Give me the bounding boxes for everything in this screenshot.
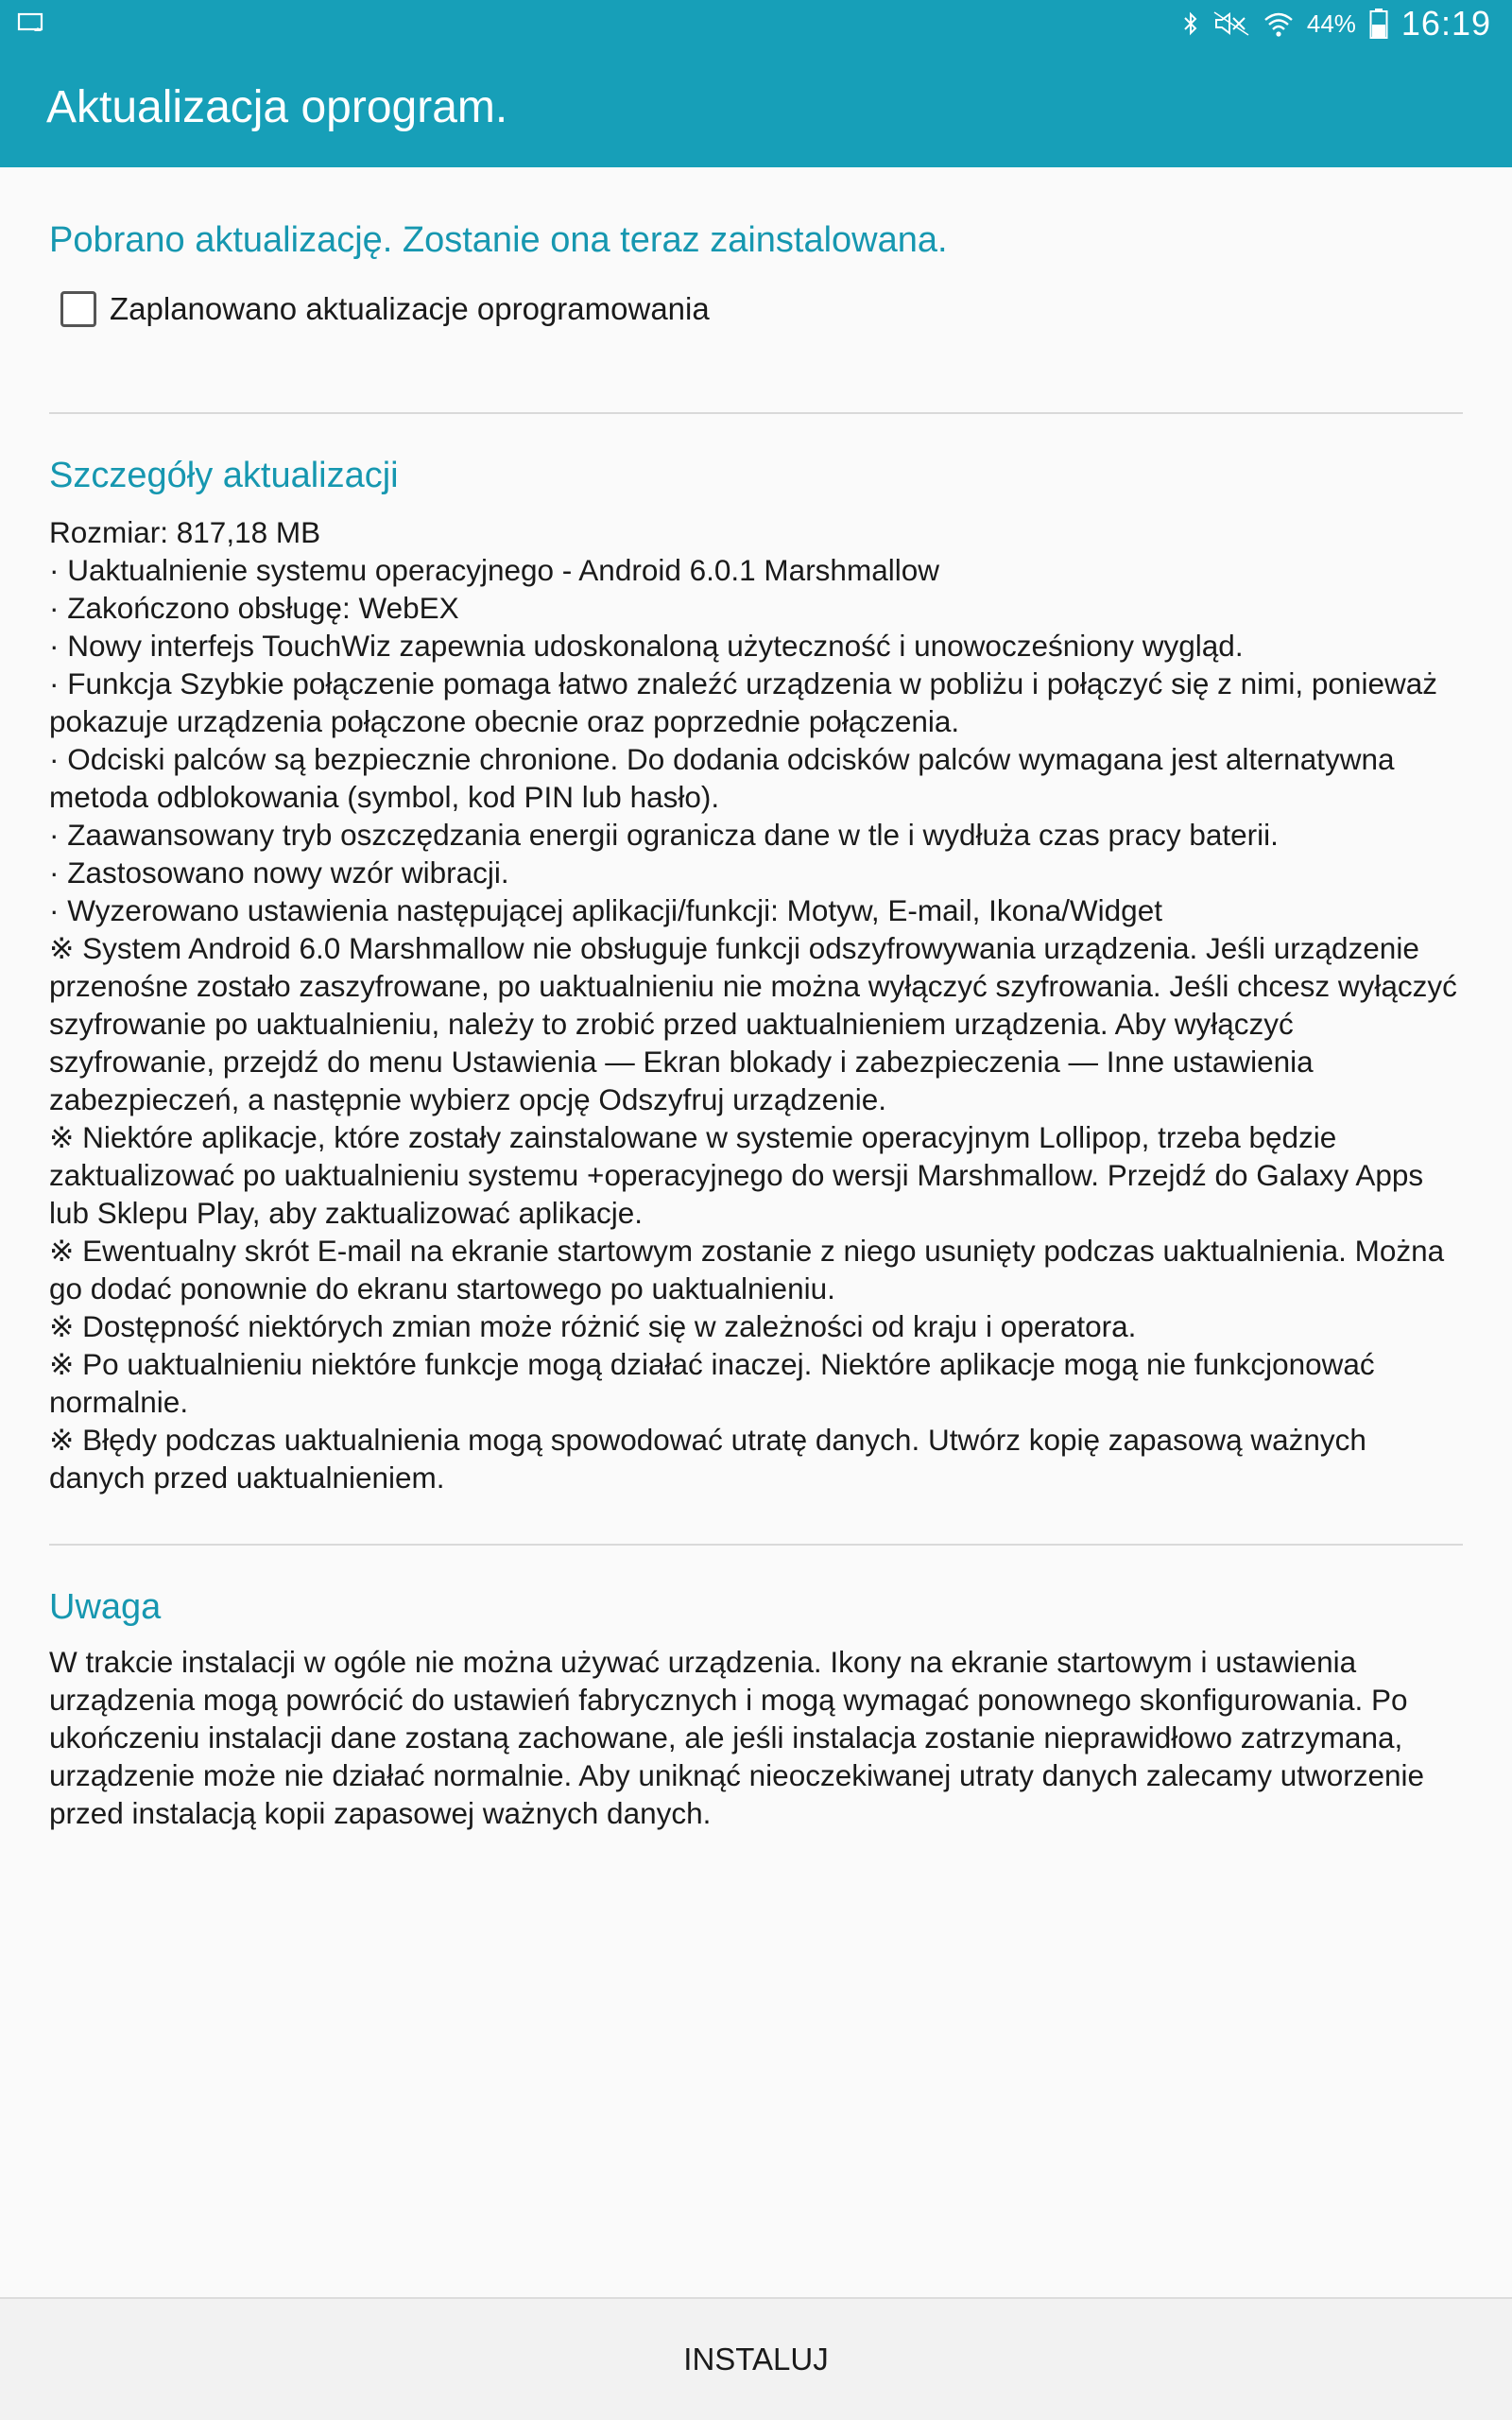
- details-line: · Odciski palców są bezpiecznie chronione. Do dodania odcisków palców wymagana jest alternatywna metoda odblokowania (symbol, kod PIN lub hasło).: [49, 742, 1403, 814]
- note-title: Uwaga: [49, 1587, 162, 1627]
- details-line: ※ Błędy podczas uaktualnienia mogą spowodować utratę danych. Utwórz kopię zapasową ważnych danych przed uaktualnieniem.: [49, 1423, 1375, 1495]
- details-title: Szczegóły aktualizacji: [49, 456, 399, 495]
- details-line: · Nowy interfejs TouchWiz zapewnia udoskonaloną użyteczność i unowocześniony wygląd.: [49, 629, 1244, 663]
- cast-screen-icon: [17, 12, 45, 35]
- details-line: · Uaktualnienie systemu operacyjnego - Android 6.0.1 Marshmallow: [49, 553, 939, 587]
- details-line: ※ Niektóre aplikacje, które zostały zainstalowane w systemie operacyjnym Lollipop, trzeba będzie zaktualizować po uaktualnieniu systemu +operacyjnego do wersji Marshmallow. Przejdź do Galaxy Apps lub Sklepu Play, aby zaktualizować aplikacje.: [49, 1120, 1432, 1230]
- divider: [49, 1544, 1463, 1546]
- clock: 16:19: [1400, 4, 1491, 43]
- install-button[interactable]: INSTALUJ: [627, 2323, 885, 2396]
- wifi-icon: [1263, 10, 1294, 37]
- battery-percent: 44%: [1306, 9, 1356, 38]
- details-line: · Wyzerowano ustawienia następującej aplikacji/funkcji: Motyw, E-mail, Ikona/Widget: [49, 893, 1162, 927]
- scheduled-update-label[interactable]: Zaplanowano aktualizacje oprogramowania: [110, 291, 710, 326]
- details-line: · Zastosowano nowy wzór wibracji.: [49, 856, 509, 890]
- app-bar: [0, 47, 1512, 167]
- details-line: Rozmiar: 817,18 MB: [49, 515, 321, 549]
- details-line: ※ Po uaktualnieniu niektóre funkcje mogą działać inaczej. Niektóre aplikacje mogą nie funkcjonować normalnie.: [49, 1347, 1383, 1419]
- scheduled-update-checkbox[interactable]: [60, 291, 96, 327]
- page-title: Aktualizacja oprogram.: [46, 82, 508, 132]
- battery-icon: [1369, 8, 1388, 40]
- bluetooth-icon: [1182, 10, 1199, 37]
- divider: [49, 412, 1463, 414]
- details-line: ※ Dostępność niektórych zmian może różnić się w zależności od kraju i operatora.: [49, 1309, 1137, 1343]
- details-line: · Zakończono obsługę: WebEX: [49, 591, 459, 625]
- mute-icon: [1212, 10, 1250, 37]
- update-details: [49, 513, 1466, 1496]
- details-line: ※ Ewentualny skrót E-mail na ekranie startowym zostanie z niego usunięty podczas uaktualnienia. Można go dodać ponownie do ekranu startowego po uaktualnieniu.: [49, 1234, 1452, 1305]
- main-content: [49, 167, 1466, 1832]
- details-line: · Zaawansowany tryb oszczędzania energii ogranicza dane w tle i wydłuża czas pracy baterii.: [49, 818, 1279, 852]
- download-status-headline: Pobrano aktualizację. Zostanie ona teraz zainstalowana.: [49, 220, 948, 260]
- note-text: W trakcie instalacji w ogóle nie można używać urządzenia. Ikony na ekranie startowym i ustawienia urządzenia mogą powrócić do ustawień fabrycznych i mogą wymagać ponownego skonfigurowania. Po ukończeniu instalacji dane zostaną zachowane, ale jeśli instalacja zostanie nieprawidłowo zatrzymana, urządzenie może nie działać normalnie. Aby uniknąć nieoczekiwanej utraty danych zalecamy utworzenie przed instalacją kopii zapasowej ważnych danych.: [49, 1645, 1425, 1830]
- status-bar: [0, 0, 1512, 47]
- scheduled-update-row[interactable]: [49, 291, 1463, 327]
- details-line: ※ System Android 6.0 Marshmallow nie obsługuje funkcji odszyfrowywania urządzenia. Jeśli urządzenie przenośne zostało zaszyfrowane, po uaktualnieniu nie można wyłączyć szyfrowania. Jeśli chcesz wyłączyć szyfrowanie po uaktualnieniu, należy to zrobić przed uaktualnieniem urządzenia. Aby wyłączyć szyfrowanie, przejdź do menu Ustawienia — Ekran blokady i zabezpieczenia — Inne ustawienia zabezpieczeń, a następnie wybierz opcję Odszyfruj urządzenie.: [49, 931, 1466, 1116]
- bottom-action-bar: [0, 2297, 1512, 2420]
- note-body: [49, 1643, 1463, 1832]
- details-line: · Funkcja Szybkie połączenie pomaga łatwo znaleźć urządzenia w pobliżu i połączyć się z nimi, ponieważ pokazuje urządzenia połączone obecnie oraz poprzednie połączenia.: [49, 666, 1446, 738]
